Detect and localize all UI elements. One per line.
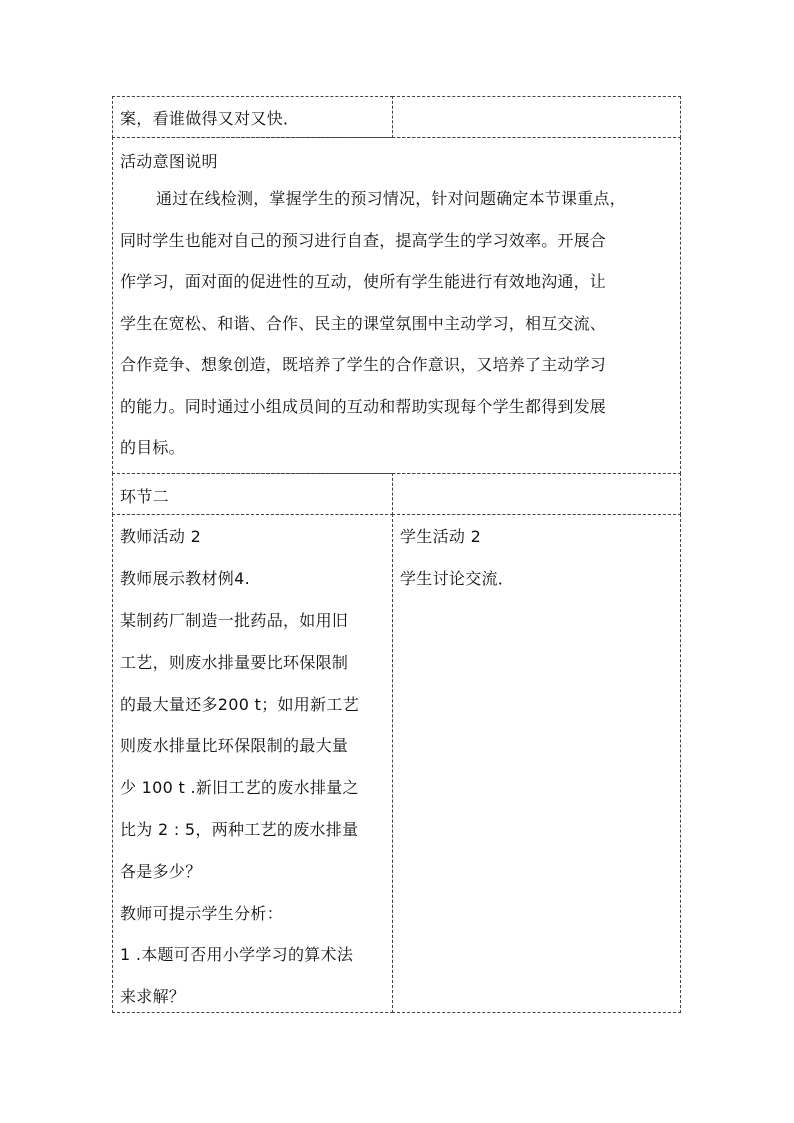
student-line: 学生讨论交流． (400, 569, 515, 588)
student-heading: 学生活动 2 (400, 527, 482, 546)
intent-line: 学生在宽松、和谐、合作、民主的课堂氛围中主动学习，相互交流、 (120, 314, 607, 333)
intent-line: 的能力。同时通过小组成员间的互动和帮助实现每个学生都得到发展 (120, 397, 607, 416)
teacher-line: 少 100 t .新旧工艺的废水排量之 (120, 778, 359, 797)
section-title: 环节二 (120, 487, 169, 506)
intent-line: 通过在线检测，掌握学生的预习情况，针对问题确定本节课重点， (156, 189, 626, 208)
teacher-line: 则废水排量比环保限制的最大量 (120, 736, 349, 755)
teacher-heading: 教师活动 2 (120, 527, 202, 546)
row1-right-cell (392, 96, 681, 138)
row1-text: 案，看谁做得又对又快． (120, 109, 300, 128)
intent-line: 作学习，面对面的促进性的互动，使所有学生能进行有效地沟通，让 (120, 272, 607, 291)
intent-line: 同时学生也能对自己的预习进行自查，提高学生的学习效率。开展合 (120, 231, 607, 250)
teacher-line: 的最大量还多200 t；如用新工艺 (120, 695, 359, 714)
teacher-line: 各是多少？ (120, 862, 202, 881)
teacher-line: 1 .本题可否用小学学习的算术法 (120, 945, 354, 964)
intent-heading: 活动意图说明 (120, 152, 218, 171)
teacher-line: 某制药厂制造一批药品，如用旧 (120, 611, 349, 630)
teacher-line: 来求解？ (120, 987, 186, 1006)
section-right-cell (392, 473, 681, 515)
intent-line: 合作竞争、想象创造，既培养了学生的合作意识，又培养了主动学习 (120, 355, 607, 374)
teacher-line: 工艺，则废水排量要比环保限制 (120, 653, 349, 672)
teacher-line: 教师可提示学生分析： (120, 904, 284, 923)
teacher-line: 教师展示教材例4. (120, 569, 250, 588)
intent-line: 的目标。 (120, 438, 185, 457)
teacher-line: 比为 2 : 5，两种工艺的废水排量 (120, 820, 359, 839)
